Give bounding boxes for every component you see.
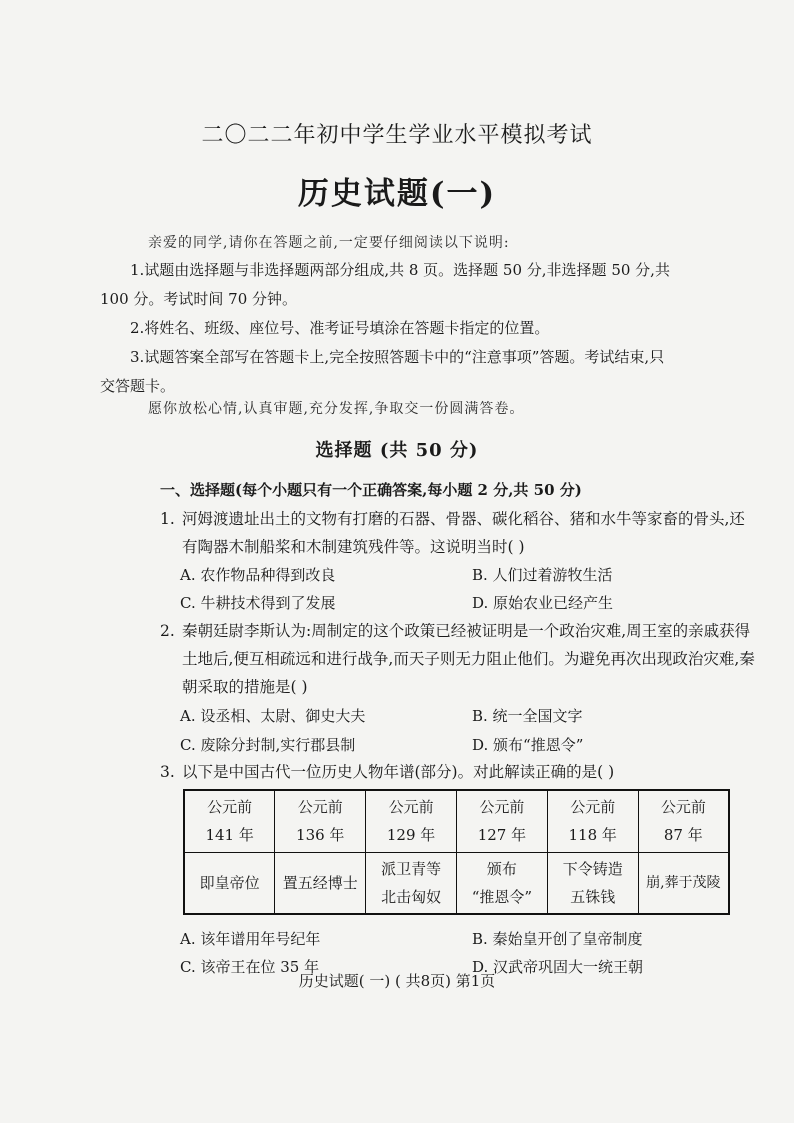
event-cell: 下令铸造 五铢钱 (547, 852, 638, 914)
table-row-events (184, 852, 729, 914)
exam-title: 二〇二二年初中学生学业水平模拟考试 (201, 123, 593, 148)
section-title: 选择题 (共 50 分) (315, 440, 479, 461)
event-cell: 崩,葬于茂陵 (638, 852, 729, 914)
question-1 (160, 505, 756, 561)
option-a[interactable]: A. 该年谱用年号纪年 (180, 930, 321, 948)
table-row-years (184, 790, 729, 852)
option-c[interactable]: C. 牛耕技术得到了发展 (180, 594, 336, 612)
instruction-note-3-line2: 交答题卡。 (100, 377, 176, 395)
question-2 (160, 617, 756, 701)
part-heading: 一、选择题(每个小题只有一个正确答案,每小题 2 分,共 50 分) (160, 481, 582, 499)
instruction-note-1-line1: 1.试题由选择题与非选择题两部分组成,共 8 页。选择题 50 分,非选择题 50 分,共 (130, 261, 670, 279)
option-d[interactable]: D. 颁布“推恩令” (472, 736, 584, 754)
event-cell: 即皇帝位 (184, 852, 275, 914)
year-cell: 公元前 129 年 (366, 790, 457, 852)
instruction-note-3 (100, 343, 712, 401)
instructions-closing: 愿你放松心情,认真审题,充分发挥,争取交一份圆满答卷。 (148, 401, 525, 417)
option-d[interactable]: D. 汉武帝巩固大一统王朝 (472, 958, 644, 976)
instructions-intro: 亲爱的同学,请你在答题之前,一定要仔细阅读以下说明: (148, 235, 510, 251)
option-b[interactable]: B. 秦始皇开创了皇帝制度 (472, 930, 643, 948)
option-a[interactable]: A. 农作物品种得到改良 (180, 566, 336, 584)
instruction-note-2-text: 2.将姓名、班级、座位号、准考证号填涂在答题卡指定的位置。 (130, 319, 550, 337)
option-b[interactable]: B. 统一全国文字 (472, 707, 583, 725)
option-a[interactable]: A. 设丞相、太尉、御史大夫 (180, 707, 366, 725)
year-cell: 公元前 118 年 (547, 790, 638, 852)
year-cell: 公元前 87 年 (638, 790, 729, 852)
subject-title: 历史试题(一) (297, 176, 497, 212)
instruction-note-1-line2: 100 分。考试时间 70 分钟。 (100, 290, 298, 308)
option-d[interactable]: D. 原始农业已经产生 (472, 594, 614, 612)
option-c[interactable]: C. 该帝王在位 35 年 (180, 958, 320, 976)
question-stem: 河姆渡遗址出土的文物有打磨的石器、骨器、碳化稻谷、猪和水牛等家畜的骨头,还有陶器木制船桨和木制建筑残件等。这说明当时( ) (182, 510, 745, 556)
instruction-note-3-line1: 3.试题答案全部写在答题卡上,完全按照答题卡中的“注意事项”答题。考试结束,只 (130, 348, 665, 366)
event-cell: 派卫青等 北击匈奴 (366, 852, 457, 914)
question-3 (160, 758, 756, 786)
question-number: 3. (160, 763, 175, 781)
event-cell: 置五经博士 (275, 852, 366, 914)
question-number: 1. (160, 510, 175, 528)
year-cell: 公元前 127 年 (456, 790, 547, 852)
option-c[interactable]: C. 废除分封制,实行郡县制 (180, 736, 356, 754)
event-cell: 颁布 “推恩令” (456, 852, 547, 914)
instruction-note-1 (100, 256, 712, 314)
option-b[interactable]: B. 人们过着游牧生活 (472, 566, 613, 584)
question-stem: 以下是中国古代一位历史人物年谱(部分)。对此解读正确的是( ) (182, 763, 615, 781)
page-footer: 历史试题( 一) ( 共8页) 第1页 (298, 972, 496, 990)
question-number: 2. (160, 622, 175, 640)
instruction-note-2 (100, 314, 712, 343)
year-cell: 公元前 141 年 (184, 790, 275, 852)
question-stem: 秦朝廷尉李斯认为:周制定的这个政策已经被证明是一个政治灾难,周王室的亲戚获得土地后,便互相疏远和进行战争,而天子则无力阻止他们。为避免再次出现政治灾难,秦朝采取的措施是( ) (182, 622, 755, 696)
chronology-table (183, 789, 730, 915)
year-cell: 公元前 136 年 (275, 790, 366, 852)
